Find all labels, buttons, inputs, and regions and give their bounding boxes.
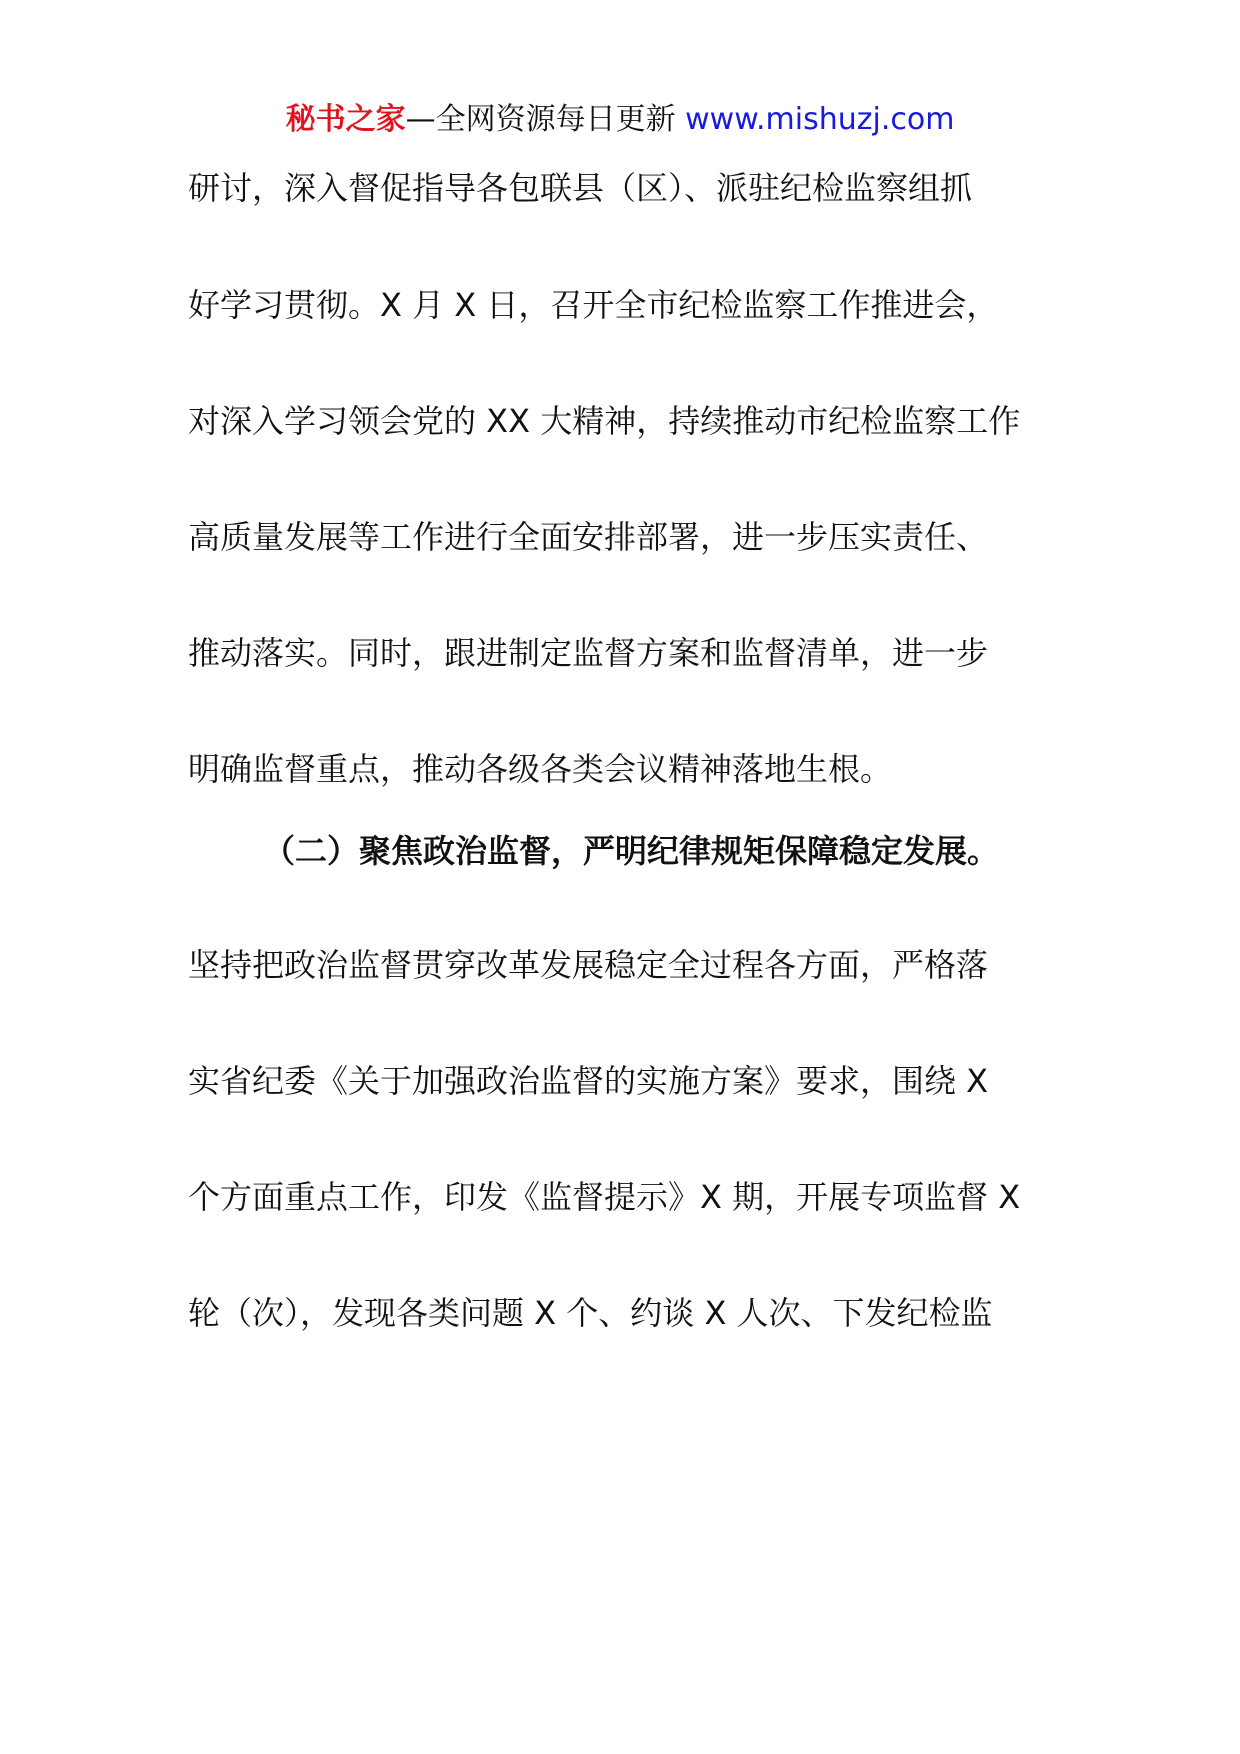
paragraph-line: 好学习贯彻。X 月 X 日，召开全市纪检监察工作推进会，: [188, 286, 999, 324]
paragraph-line: 轮（次），发现各类问题 X 个、约谈 X 人次、下发纪检监: [188, 1294, 993, 1332]
paragraph-line: 坚持把政治监督贯穿改革发展稳定全过程各方面，严格落: [188, 946, 989, 984]
paragraph-line: 对深入学习领会党的 XX 大精神，持续推动市纪检监察工作: [188, 402, 1021, 440]
paragraph-line: 个方面重点工作，印发《监督提示》X 期，开展专项监督 X: [188, 1178, 1021, 1216]
site-brand: 秘书之家: [285, 102, 406, 137]
paragraph-line: 研讨，深入督促指导各包联县（区）、派驻纪检监察组抓: [188, 169, 973, 207]
paragraph-line: 明确监督重点，推动各级各类会议精神落地生根。: [188, 750, 893, 788]
section-heading: （二）聚焦政治监督，严明纪律规矩保障稳定发展。: [263, 832, 1000, 870]
paragraph-line: 实省纪委《关于加强政治监督的实施方案》要求，围绕 X: [188, 1062, 989, 1100]
paragraph-line: 推动落实。同时，跟进制定监督方案和监督清单，进一步: [188, 634, 989, 672]
site-url-link[interactable]: www.mishuzj.com: [685, 102, 955, 137]
site-slogan: —全网资源每日更新: [405, 102, 676, 137]
site-header: [0, 100, 1240, 140]
paragraph-line: 高质量发展等工作进行全面安排部署，进一步压实责任、: [188, 518, 989, 556]
